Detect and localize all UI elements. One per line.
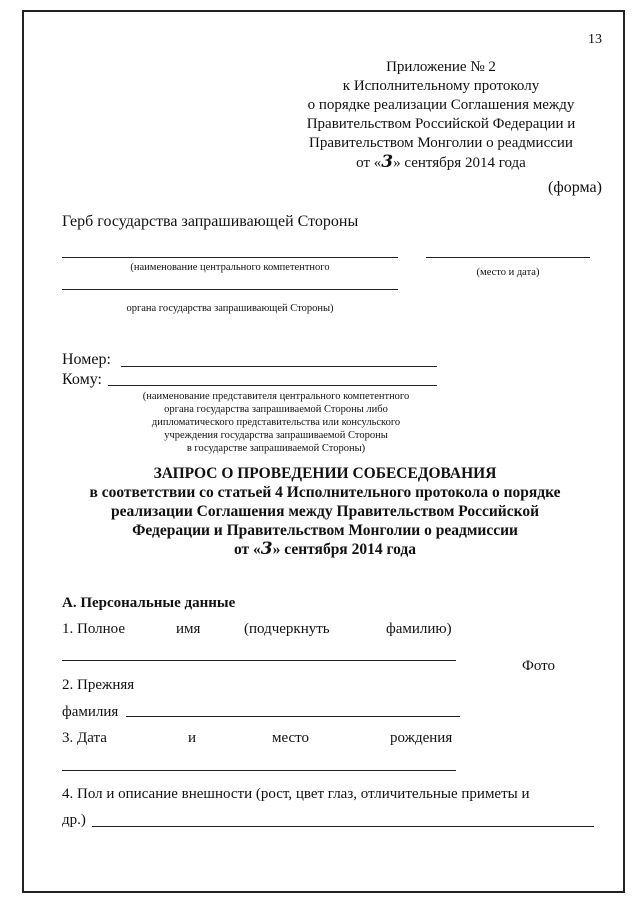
recipient-caption-line: (наименование представителя центрального компетентного [142,391,410,402]
recipient-caption-line: в государстве запрашиваемой Стороны) [186,443,366,454]
place-date-line[interactable] [426,257,590,258]
field3-word2: и [188,730,197,746]
appendix-line-4: Правительством Российской Федерации и [306,116,576,132]
appendix-line-3: о порядке реализации Соглашения между [307,97,575,113]
title-line-2: в соответствии со статьей 4 Исполнительного протокола о порядке [89,484,561,501]
photo-label: Фото [522,658,556,674]
recipient-field[interactable] [108,385,437,386]
title-line-1: ЗАПРОС О ПРОВЕДЕНИИ СОБЕСЕДОВАНИЯ [153,465,497,482]
recipient-caption-line: учреждения государства запрашиваемой Стороны [164,430,388,441]
central-authority-line-2[interactable] [62,289,398,290]
appendix-line-2: к Исполнительному протоколу [342,78,540,94]
field3-word4: рождения [390,730,453,746]
appendix-line-1: Приложение № 2 [386,59,496,75]
document-title [60,464,590,559]
birth-date-place-field[interactable] [62,770,456,771]
number-label: Номер: [62,351,111,368]
appearance-field[interactable] [92,826,594,827]
field4-line1: 4. Пол и описание внешности (рост, цвет глаз, отличительные приметы и [62,786,530,802]
date-prefix: от « [356,155,382,171]
central-authority-caption-1: (наименование центрального компетентного [130,262,330,273]
coat-of-arms-label: Герб государства запрашивающей Стороны [62,213,359,230]
full-name-field[interactable] [62,660,456,661]
page-number: 13 [588,32,602,47]
title-line-4: Федерации и Правительством Монголии о реадмиссии [132,522,518,539]
title-date-suffix: » сентября 2014 года [272,541,416,558]
recipient-caption-line: органа государства запрашиваемой Стороны либо [164,404,388,415]
date-suffix: » сентября 2014 года [393,155,526,171]
to-label: Кому: [62,371,102,388]
title-date [60,540,590,559]
field1-word1: 1. Полное [62,621,125,637]
recipient-caption-line: дипломатического представительства или консульского [151,417,401,428]
title-handwritten-day: 3 [260,539,273,559]
field1-word4: фамилию) [386,621,452,637]
appendix-header [280,58,602,173]
field4-line2: др.) [62,812,86,828]
field2-line2: фамилия [62,704,119,720]
field3-word1: 3. Дата [62,730,107,746]
field3-word3: место [272,730,310,746]
previous-surname-field[interactable] [126,716,460,717]
handwritten-day: 3 [381,152,394,172]
section-a-heading: А. Персональные данные [62,595,236,611]
recipient-caption [110,390,442,455]
title-line-3: реализации Соглашения между Правительством Российской [110,503,540,520]
field1-word3: (подчеркнуть [244,621,330,637]
appendix-date [280,153,602,173]
central-authority-caption-2: органа государства запрашивающей Стороны) [126,303,334,314]
place-date-caption: (место и дата) [476,267,540,278]
field1-word2: имя [176,621,201,637]
appendix-line-5: Правительством Монголии о реадмиссии [309,135,573,151]
field2-line1: 2. Прежняя [62,677,135,693]
central-authority-line-1[interactable] [62,257,398,258]
title-date-prefix: от « [234,541,261,558]
number-field[interactable] [121,366,437,367]
form-label: (форма) [548,179,602,196]
